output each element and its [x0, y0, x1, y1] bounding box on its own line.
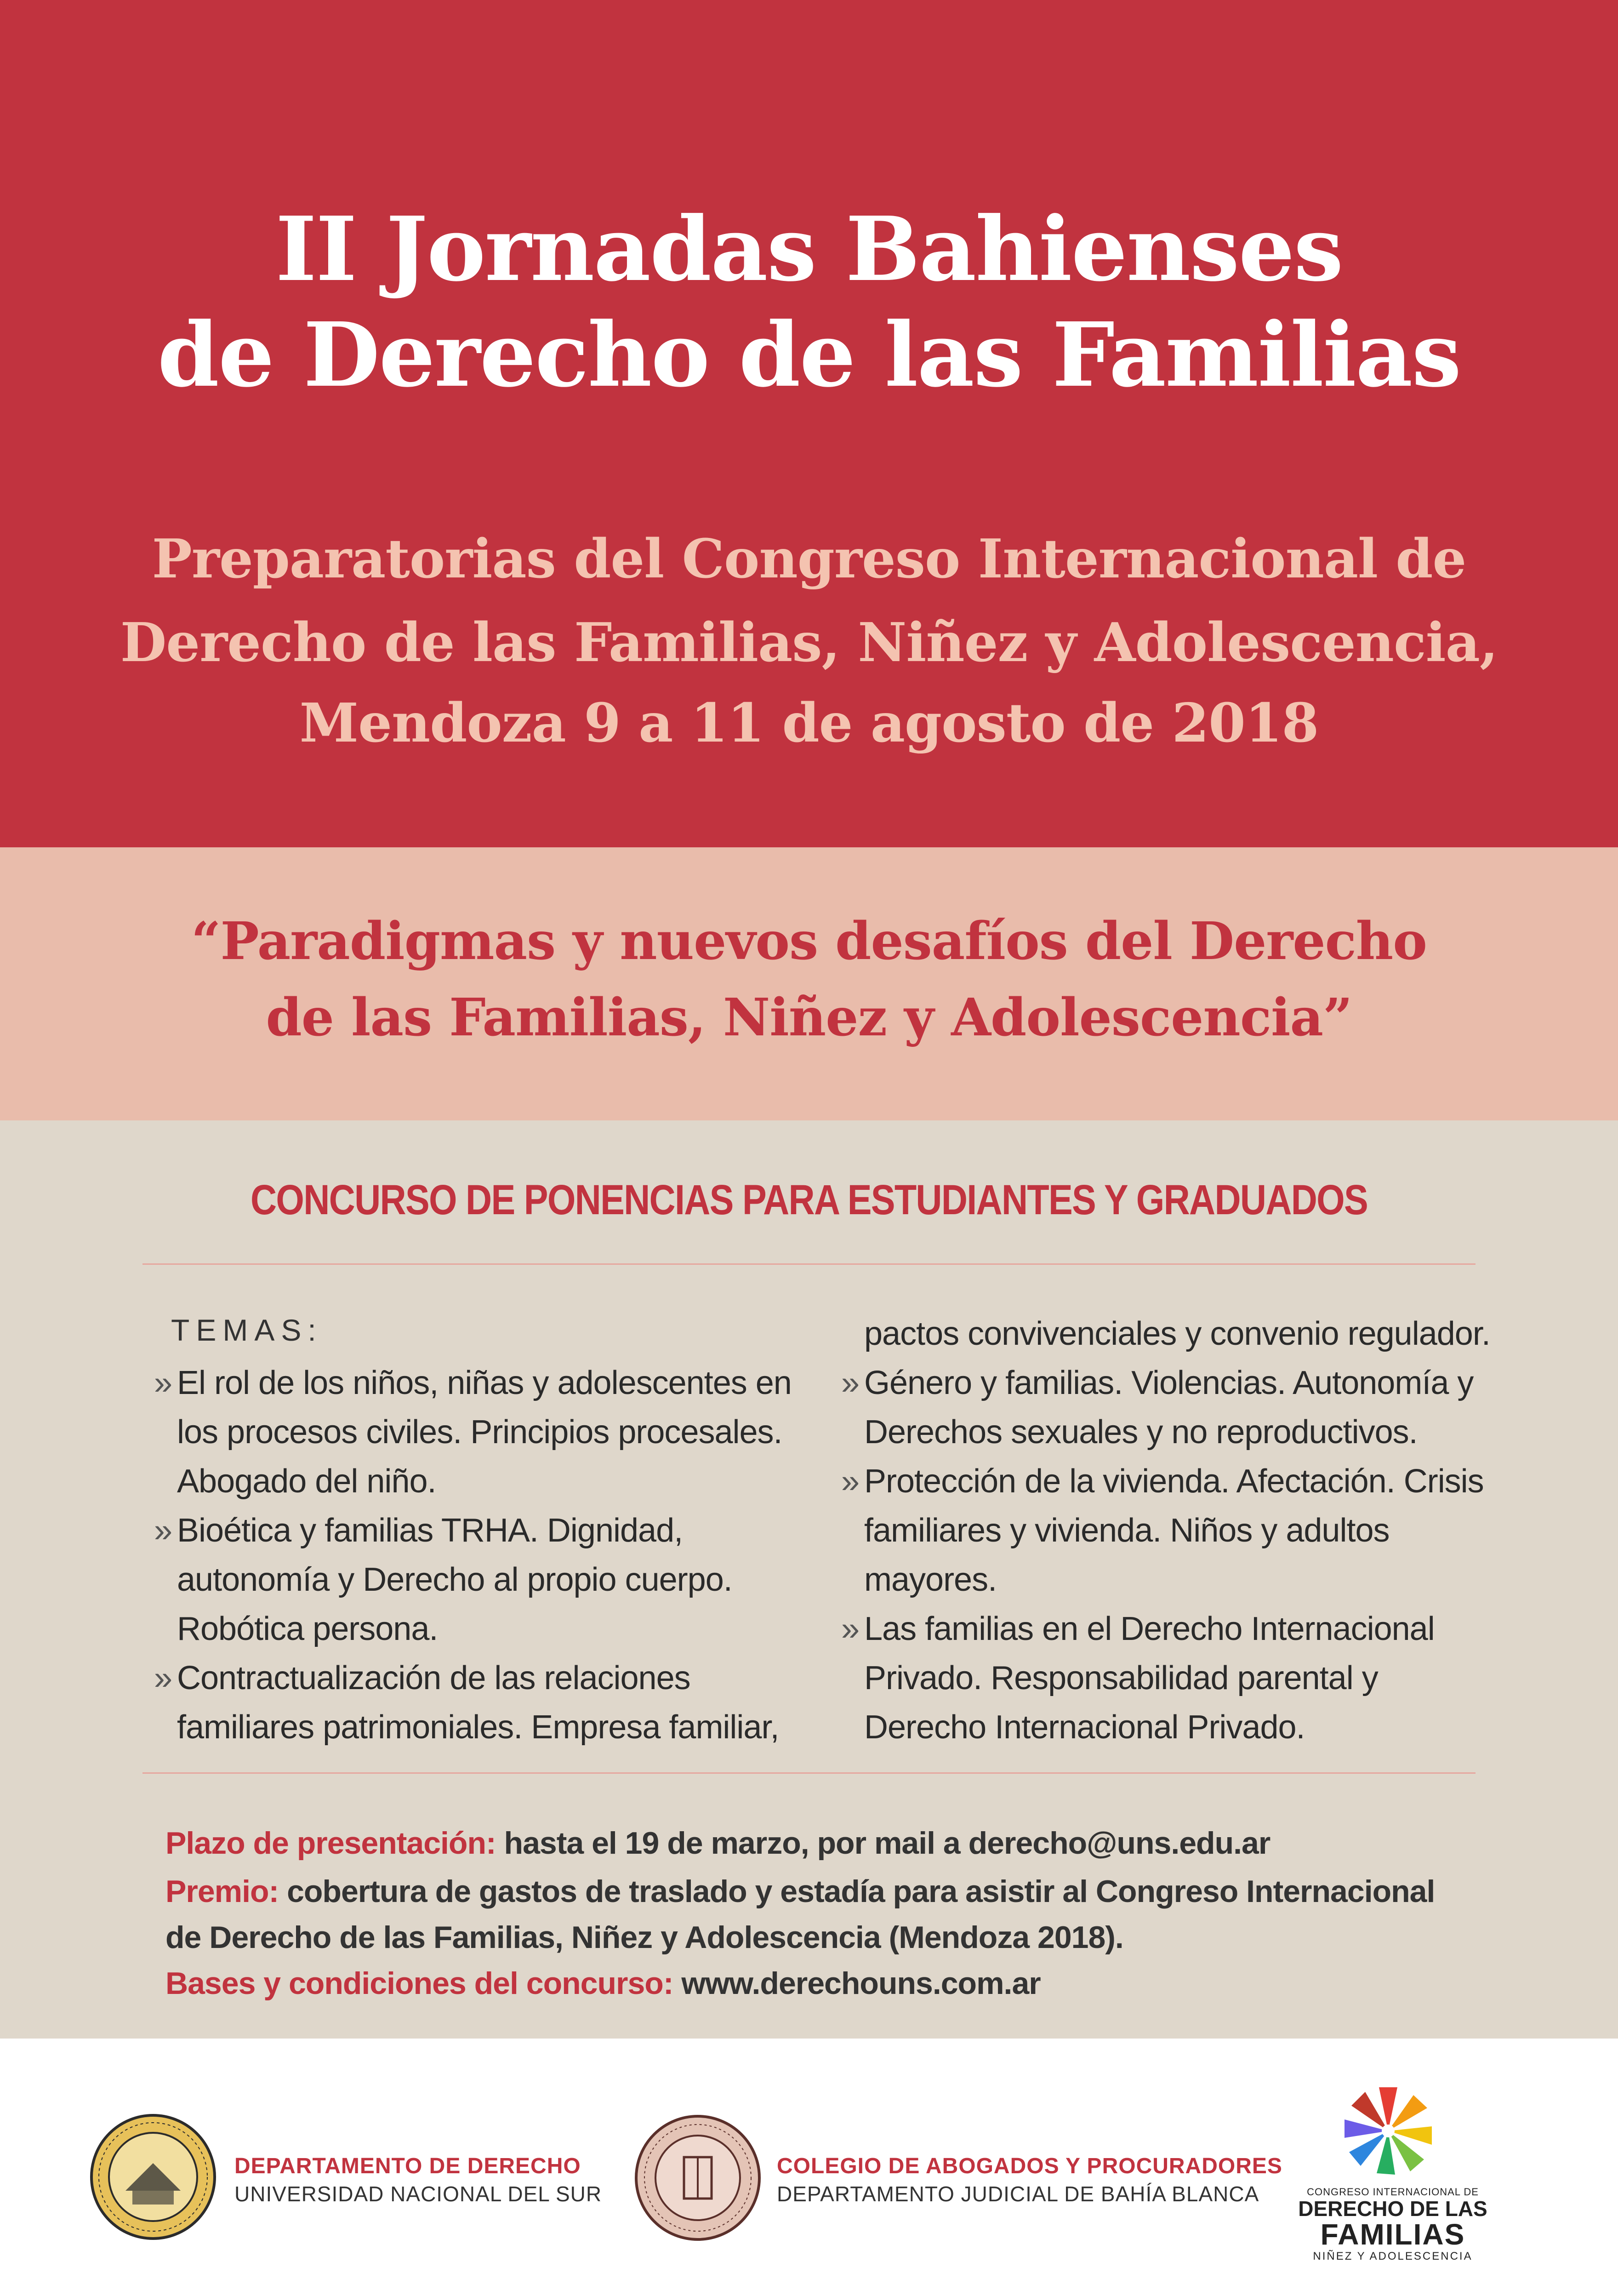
congress-logo-icon: [1324, 2083, 1453, 2179]
topic-line: Robótica persona.: [177, 1611, 438, 1647]
deadline-value: hasta el 19 de marzo, por mail a derecho@uns.edu.ar: [496, 1826, 1270, 1861]
topic-line: Protección de la vivienda. Afectación. Crisis: [864, 1463, 1484, 1500]
colegio-seal-icon: [633, 2113, 762, 2242]
topic-line: mayores.: [864, 1561, 997, 1598]
bullet-icon: »: [841, 1611, 860, 1647]
prize-value-line-1: cobertura de gastos de traslado y estadía para asistir al Congreso Internacional: [279, 1874, 1435, 1909]
topic-line: Contractualización de las relaciones: [177, 1660, 690, 1696]
topics-column-right: [841, 1309, 1531, 1752]
topics-column-left: [154, 1359, 843, 1752]
prize-value-line-2: de Derecho de las Familias, Niñez y Adolescencia (Mendoza 2018).: [165, 1920, 1123, 1955]
topic-line: Las familias en el Derecho Internacional: [864, 1611, 1435, 1647]
topic-line: Derecho Internacional Privado.: [864, 1709, 1305, 1746]
uns-seal-icon: [89, 2113, 217, 2241]
topic-line: Privado. Responsabilidad parental y: [864, 1660, 1378, 1696]
colegio-subtitle: DEPARTAMENTO JUDICIAL DE BAHÍA BLANCA: [777, 2182, 1259, 2206]
topic-item: [841, 1359, 1531, 1457]
congress-title-1: DERECHO DE LAS: [1298, 2197, 1487, 2221]
congress-title-2: FAMILIAS: [1320, 2218, 1465, 2251]
prize-info: [165, 1868, 1435, 1915]
theme-band: [0, 847, 1618, 1120]
topic-item: [154, 1654, 843, 1752]
deadline-label: Plazo de presentación:: [165, 1826, 496, 1861]
topic-line: Género y familias. Violencias. Autonomía y: [864, 1365, 1474, 1401]
bullet-icon: »: [841, 1365, 860, 1401]
topic-line: autonomía y Derecho al propio cuerpo.: [177, 1561, 732, 1598]
congress-subtitle: NIÑEZ Y ADOLESCENCIA: [1313, 2250, 1473, 2262]
rules-value: www.derechouns.com.ar: [673, 1966, 1041, 2001]
topic-line: Bioética y familias TRHA. Dignidad,: [177, 1512, 683, 1549]
topic-continuation: pactos convivenciales y convenio regulador.: [864, 1315, 1490, 1352]
contest-heading: CONCURSO DE PONENCIAS PARA ESTUDIANTES Y GRADUADOS: [250, 1177, 1368, 1223]
prize-label: Premio:: [165, 1874, 279, 1909]
title-line-1: II Jornadas Bahienses: [275, 198, 1343, 301]
theme-line-1: “Paradigmas y nuevos desafíos del Derecho: [191, 911, 1427, 971]
topic-line: familiares y vivienda. Niños y adultos: [864, 1512, 1390, 1549]
rules-info: [165, 1959, 1041, 2007]
rules-label: Bases y condiciones del concurso:: [165, 1966, 673, 2001]
uns-subtitle: UNIVERSIDAD NACIONAL DEL SUR: [234, 2182, 602, 2206]
topic-line: los procesos civiles. Principios procesales.: [177, 1414, 782, 1451]
congress-small-text: CONGRESO INTERNACIONAL DE: [1307, 2186, 1479, 2198]
topic-item: [154, 1359, 843, 1506]
deadline-info: [165, 1819, 1270, 1867]
topic-line: familiares patrimoniales. Empresa familiar,: [177, 1709, 779, 1746]
topic-line: El rol de los niños, niñas y adolescentes en: [177, 1365, 792, 1401]
bullet-icon: »: [841, 1463, 860, 1500]
subtitle-line-3: Mendoza 9 a 11 de agosto de 2018: [299, 692, 1319, 754]
divider-bottom: [142, 1772, 1476, 1774]
bullet-icon: »: [154, 1365, 172, 1401]
title-line-2: de Derecho de las Familias: [157, 303, 1461, 407]
colegio-name: COLEGIO DE ABOGADOS Y PROCURADORES: [777, 2154, 1282, 2178]
theme-line-2: de las Familias, Niñez y Adolescencia”: [266, 988, 1352, 1048]
topic-item: [841, 1457, 1531, 1605]
divider-top: [142, 1263, 1476, 1265]
uns-name: DEPARTAMENTO DE DERECHO: [234, 2154, 581, 2178]
topic-item: [841, 1605, 1531, 1752]
subtitle-line-2: Derecho de las Familias, Niñez y Adolescencia,: [120, 611, 1498, 674]
subtitle-line-1: Preparatorias del Congreso Internacional de: [152, 528, 1466, 590]
topic-line: Derechos sexuales y no reproductivos.: [864, 1414, 1418, 1451]
bullet-icon: »: [154, 1660, 172, 1696]
bullet-icon: »: [154, 1512, 172, 1549]
topics-label: TEMAS:: [171, 1313, 323, 1347]
topic-line: Abogado del niño.: [177, 1463, 436, 1500]
topic-item: [154, 1506, 843, 1654]
